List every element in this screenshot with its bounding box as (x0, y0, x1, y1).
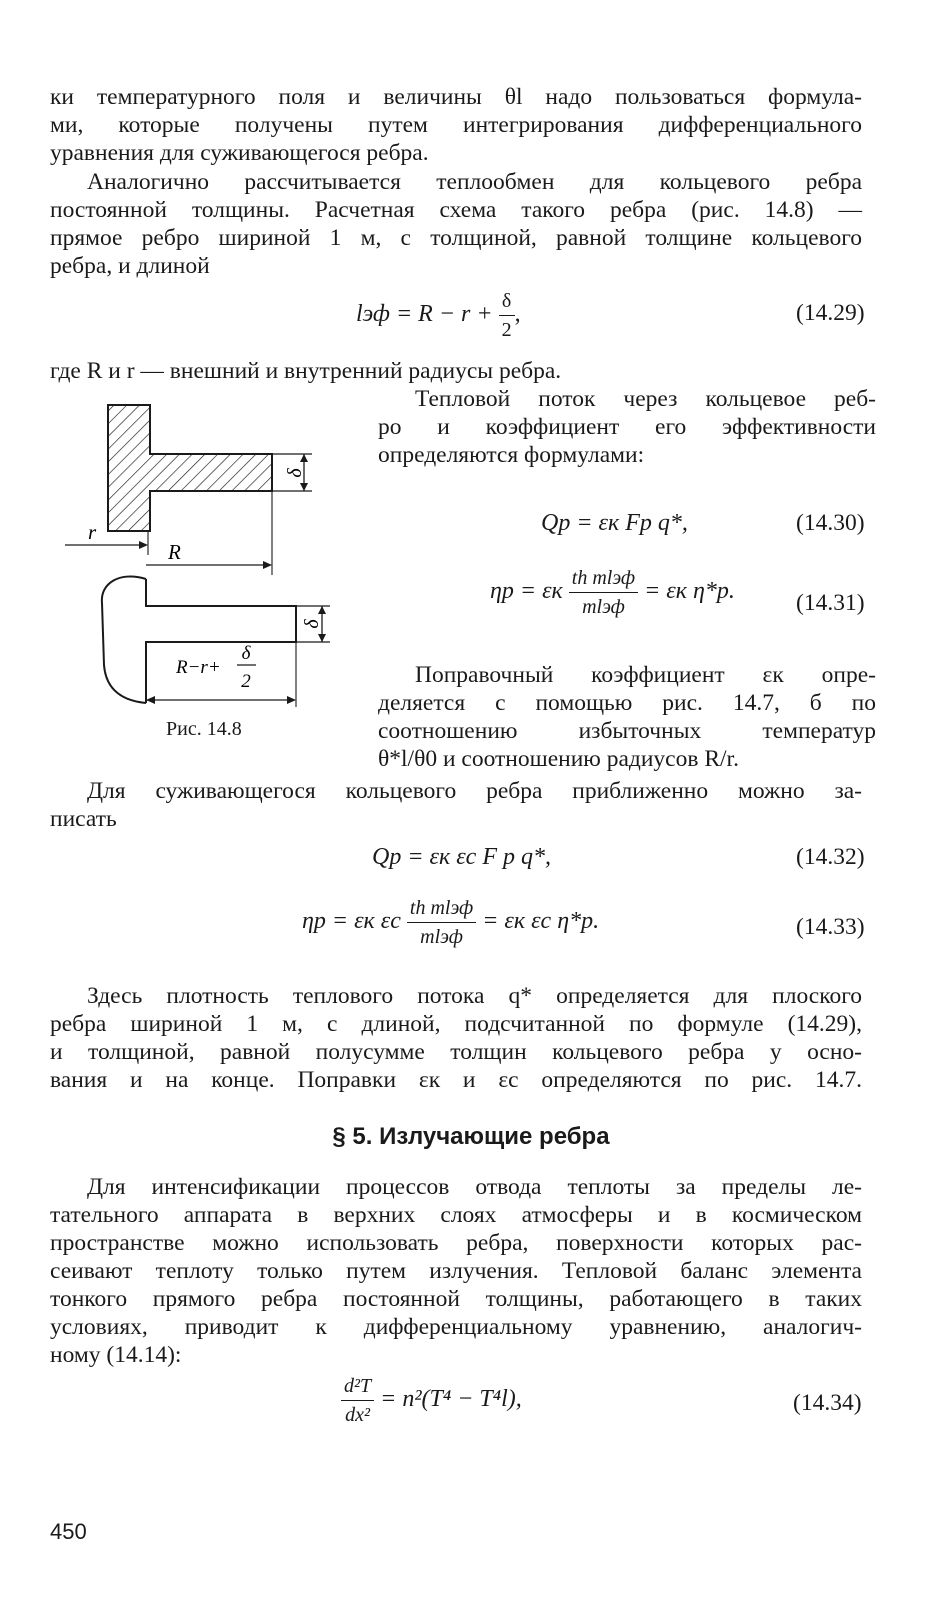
equation-14-31 (490, 565, 735, 620)
delta-dimension (272, 454, 312, 491)
text-line: постоянной толщины. Расчетная схема такого ребра (рис. 14.8) — (50, 197, 862, 223)
fraction-numerator: th mlэф (569, 565, 638, 593)
text-line: Тепловой поток через кольцевое реб- (415, 386, 876, 412)
text-line: вания и на конце. Поправки εк и εс определяются по рис. 14.7. (50, 1067, 862, 1093)
text-line: где R и r — внешний и внутренний радиусы ребра. (50, 358, 562, 384)
text-line: соотношению избыточных температур (378, 718, 876, 744)
fraction-numerator: d²T (341, 1373, 374, 1401)
delta-dimension-lower (296, 606, 330, 642)
text-line: θ*l/θ0 и соотношению радиусов R/r. (378, 746, 739, 772)
text-line: Для интенсификации процессов отвода теплоты за пределы ле- (87, 1174, 862, 1200)
equation-lhs: lэф = R − r + (356, 301, 499, 328)
text-line: пространстве можно использовать ребра, поверхности которых рас- (50, 1230, 862, 1256)
fraction-numerator: δ (499, 288, 515, 316)
R-label: R (168, 540, 181, 564)
page-number: 450 (50, 1519, 87, 1544)
text-line: деляется с помощью рис. 14.7, б по (378, 690, 876, 716)
text-line: ми, которые получены путем интегрирования дифференциального (50, 112, 862, 138)
text-line: ному (14.14): (50, 1342, 182, 1368)
text-line: прямое ребро шириной 1 м, с толщиной, равной толщине кольцевого (50, 225, 862, 251)
equation-number: (14.29) (796, 300, 865, 326)
fraction-denominator: mlэф (582, 596, 625, 618)
length-label-num: δ (241, 643, 251, 664)
fraction-denominator: 2 (501, 319, 512, 341)
equation-14-29 (356, 288, 521, 343)
text-line: Для суживающегося кольцевого ребра приближенно можно за- (87, 778, 862, 804)
equation-rhs: = εк εс η*р. (476, 908, 600, 935)
length-label-den: 2 (241, 671, 251, 692)
radius-dimensions (65, 491, 272, 575)
equation-14-30: Qр = εк Fр q*, (541, 510, 688, 536)
text-line: уравнения для суживающегося ребра. (50, 140, 429, 166)
text-line: ребра, и длиной (50, 253, 210, 279)
text-line: условиях, приводит к дифференциальному уравнению, аналогич- (50, 1314, 862, 1340)
equation-rhs: = n²(T⁴ − T⁴l), (374, 1386, 522, 1413)
figure-14-8 (60, 395, 350, 715)
text-line: Здесь плотность теплового потока q* определяется для плоского (87, 983, 862, 1009)
fin-cross-section (108, 405, 272, 531)
equation-14-32: Qр = εк εс F р q*, (372, 844, 551, 870)
equation-lhs: ηр = εк (490, 578, 569, 605)
text-line: писать (50, 806, 117, 832)
equation-number: (14.33) (796, 914, 865, 940)
equation-number: (14.34) (793, 1390, 862, 1416)
text-line: ро и коэффициент его эффективности (378, 414, 876, 440)
equation-number: (14.32) (796, 844, 865, 870)
text-line: сеивают теплоту только путем излучения. Тепловой баланс элемента (50, 1258, 862, 1284)
text-line: тательного аппарата в верхних слоях атмосферы и в космическом (50, 1202, 862, 1228)
section-heading: § 5. Излучающие ребра (332, 1123, 610, 1150)
delta-label: δ (284, 468, 306, 478)
figure-caption: Рис. 14.8 (166, 718, 242, 740)
text-line: ки температурного поля и величины θl надо пользоваться формула- (50, 84, 862, 110)
text-line: Поправочный коэффициент εк опре- (415, 662, 876, 688)
text-line: определяются формулами: (378, 442, 645, 468)
fraction-numerator: th mlэф (407, 895, 476, 923)
text-line: тонкого прямого ребра постоянной толщины, работающего в таких (50, 1286, 862, 1312)
equation-14-34 (341, 1373, 522, 1428)
equation-tail: , (514, 301, 521, 328)
length-label: R−r+ (176, 657, 221, 678)
text-line: и толщиной, равной полусумме толщин кольцевого ребра у осно- (50, 1039, 862, 1065)
equivalent-fin-outline (102, 576, 296, 703)
text-line: ребра шириной 1 м, с длиной, подсчитанной по формуле (14.29), (50, 1011, 862, 1037)
fraction-denominator: dx² (345, 1404, 370, 1426)
equation-lhs: ηр = εк εс (302, 908, 407, 935)
equation-rhs: = εк η*р. (638, 578, 735, 605)
equation-number: (14.31) (796, 590, 865, 616)
text-line: Аналогично рассчитывается теплообмен для кольцевого ребра (87, 169, 862, 195)
effective-length-dimension (146, 642, 296, 707)
r-label: r (88, 520, 97, 544)
delta-label-lower: δ (301, 619, 323, 629)
equation-number: (14.30) (796, 510, 865, 536)
fraction-denominator: mlэф (420, 926, 463, 948)
equation-14-33 (302, 895, 599, 950)
